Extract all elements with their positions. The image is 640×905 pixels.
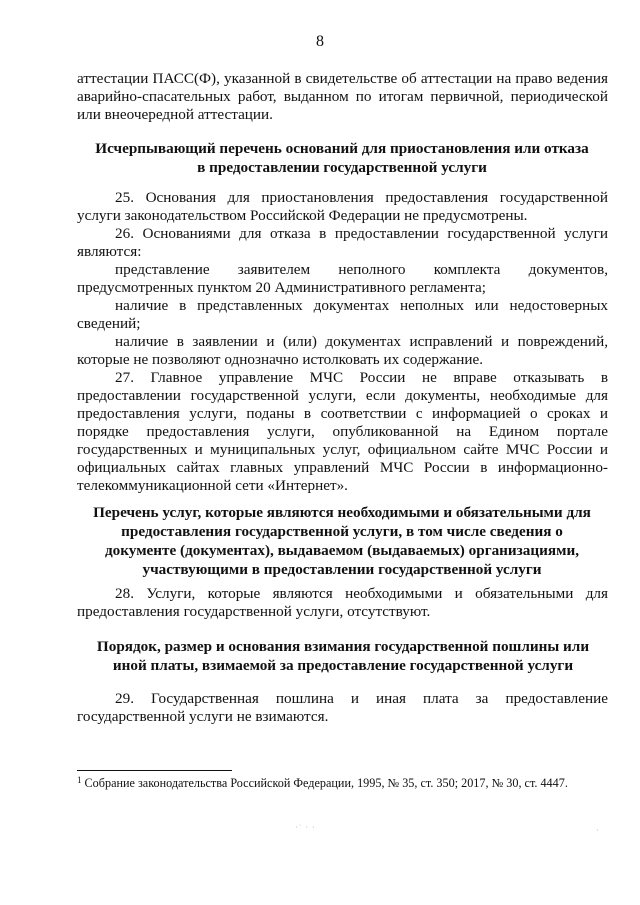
- section-heading-state-fee: Порядок, размер и основания взимания государственной пошлины или иной платы, взимаемой за предоставление государственной услуги: [96, 638, 590, 674]
- scan-artifact: ·˙ · ·: [295, 823, 316, 832]
- section-body-required-services: [77, 585, 608, 621]
- paragraph-27: 27. Главное управление МЧС России не вправе отказывать в предоставлении государственной услуги, если документы, необходимые для предоставления услуги, поданы в соответствии с информацией о сроках и порядке предоставления услуги, опубликованной на Едином портале государственных и муниципальных услуг, официальном сайте МЧС России и официальных сайтах главных управлений МЧС России в информационно-телекоммуникационной сети «Интернет».: [77, 369, 608, 494]
- refusal-ground-corrections: наличие в заявлении и (или) документах исправлений и повреждений, которые не позволяют однозначно истолковать их содержание.: [77, 333, 608, 368]
- section-body-suspension-refusal: [77, 189, 608, 495]
- refusal-ground-incomplete-docs: представление заявителем неполного комплекта документов, предусмотренных пунктом 20 Административного регламента;: [77, 261, 608, 296]
- page-number: 8: [316, 33, 324, 50]
- scan-artifact: ·: [596, 826, 600, 835]
- footnote-text: Собрание законодательства Российской Федерации, 1995, № 35, ст. 350; 2017, № 30, ст. 4447.: [84, 776, 568, 790]
- paragraph-26: 26. Основаниями для отказа в предоставлении государственной услуги являются:: [77, 225, 608, 260]
- section-heading-suspension-refusal: Исчерпывающий перечень оснований для приостановления или отказа в предоставлении государственной услуги: [95, 140, 589, 176]
- intro-paragraph: аттестации ПАСС(Ф), указанной в свидетельстве об аттестации на право ведения аварийно-спасательных работ, выданном по итогам первичной, периодической или внеочередной аттестации.: [77, 70, 608, 123]
- footnote: [77, 773, 608, 791]
- footnote-marker: 1: [77, 775, 82, 785]
- section-body-state-fee: [77, 690, 608, 726]
- paragraph-28: 28. Услуги, которые являются необходимыми и обязательными для предоставления государственной услуги, отсутствуют.: [77, 585, 608, 620]
- paragraph-25: 25. Основания для приостановления предоставления государственной услуги законодательством Российской Федерации не предусмотрены.: [77, 189, 608, 224]
- paragraph-29: 29. Государственная пошлина и иная плата за предоставление государственной услуги не взимаются.: [77, 690, 608, 725]
- footnote-divider: [77, 770, 232, 771]
- section-heading-required-services: Перечень услуг, которые являются необходимыми и обязательными для предоставления государственной услуги, в том числе сведения о документе (документах), выдаваемом (выдаваемых) организациями, участвующими в предоставлении государственной услуги: [93, 504, 591, 578]
- refusal-ground-unreliable-info: наличие в представленных документах неполных или недостоверных сведений;: [77, 297, 608, 332]
